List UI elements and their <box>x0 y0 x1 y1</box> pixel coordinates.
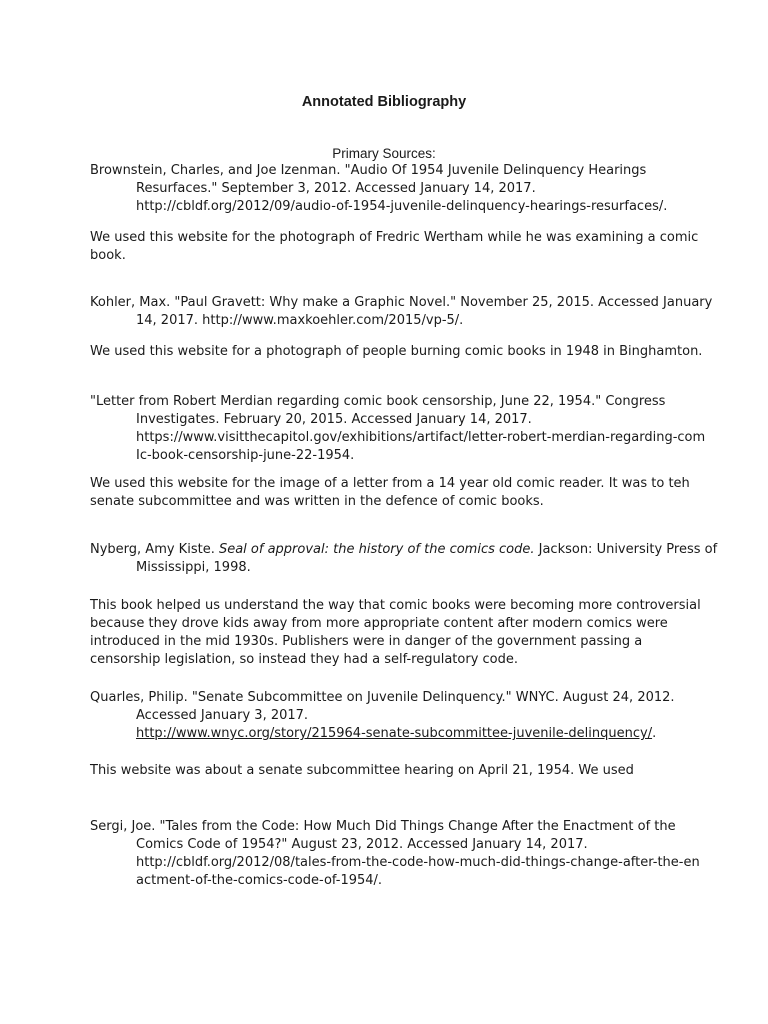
annotation-merdian-letter <box>90 475 690 511</box>
citation-book-title: Seal of approval: the history of the comics code. <box>218 542 535 557</box>
citation-url: https://www.visitthecapitol.gov/exhibitions/artifact/letter-robert-merdian-regarding-com <box>136 430 706 445</box>
annotation-line: introduced in the mid 1930s. Publishers were in danger of the government passing a <box>90 634 643 649</box>
annotation-line: We used this website for a photograph of people burning comic books in 1948 in Binghamton. <box>90 344 703 359</box>
annotation-line: senate subcommittee and was written in the defence of comic books. <box>90 494 544 509</box>
annotation-brownstein <box>90 229 699 265</box>
citation-sergi <box>90 818 700 890</box>
citation-line: Comics Code of 1954?" August 23, 2012. Accessed January 14, 2017. <box>136 837 588 852</box>
citation-line: Kohler, Max. "Paul Gravett: Why make a Graphic Novel." November 25, 2015. Accessed January <box>90 295 713 310</box>
annotation-line: This website was about a senate subcommittee hearing on April 21, 1954. We used <box>90 763 634 778</box>
page-title: Annotated Bibliography <box>301 94 467 110</box>
citation-url: Ic-book-censorship-june-22-1954. <box>136 448 355 463</box>
citation-nyberg <box>90 541 718 577</box>
annotation-line: This book helped us understand the way that comic books were becoming more controversial <box>90 598 701 613</box>
citation-quarles <box>90 689 690 743</box>
citation-line: 14, 2017. http://www.maxkoehler.com/2015/vp-5/. <box>136 313 464 328</box>
citation-line: Quarles, Philip. "Senate Subcommittee on Juvenile Delinquency." WNYC. August 24, 2012. <box>90 690 675 705</box>
annotation-line: book. <box>90 248 126 263</box>
citation-line: Mississippi, 1998. <box>136 560 251 575</box>
annotation-quarles <box>90 762 690 780</box>
citation-url: http://cbldf.org/2012/08/tales-from-the-code-how-much-did-things-change-after-the-en <box>136 855 700 870</box>
citation-line: Brownstein, Charles, and Joe Izenman. "Audio Of 1954 Juvenile Delinquency Hearings <box>90 163 647 178</box>
citation-line: Accessed January 3, 2017. <box>136 708 309 723</box>
annotation-line: censorship legislation, so instead they had a self-regulatory code. <box>90 652 519 667</box>
citation-line <box>90 541 718 559</box>
citation-publisher: Jackson: University Press of <box>534 542 718 557</box>
citation-author: Nyberg, Amy Kiste. <box>90 542 219 557</box>
citation-line: Investigates. February 20, 2015. Accessed January 14, 2017. <box>136 412 532 427</box>
citation-brownstein <box>90 162 690 216</box>
annotation-line: because they drove kids away from more appropriate content after modern comics were <box>90 616 668 631</box>
section-heading: Primary Sources: <box>332 146 436 161</box>
annotation-nyberg <box>90 597 701 669</box>
citation-line: "Letter from Robert Merdian regarding comic book censorship, June 22, 1954." Congress <box>90 394 666 409</box>
annotation-line: We used this website for the photograph of Fredric Wertham while he was examining a comic <box>90 230 699 245</box>
citation-link-suffix: . <box>652 726 657 741</box>
annotation-kohler <box>90 343 703 361</box>
citation-url: http://cbldf.org/2012/09/audio-of-1954-juvenile-delinquency-hearings-resurfaces/. <box>136 199 668 214</box>
citation-line: Sergi, Joe. "Tales from the Code: How Much Did Things Change After the Enactment of the <box>90 819 676 834</box>
annotation-line: We used this website for the image of a letter from a 14 year old comic reader. It was to teh <box>90 476 690 491</box>
citation-kohler <box>90 294 713 330</box>
citation-link[interactable]: http://www.wnyc.org/story/215964-senate-subcommittee-juvenile-delinquency/ <box>136 726 653 741</box>
citation-url-line <box>90 725 690 743</box>
citation-merdian-letter <box>90 393 706 465</box>
citation-url: actment-of-the-comics-code-of-1954/. <box>136 873 383 888</box>
citation-line: Resurfaces." September 3, 2012. Accessed January 14, 2017. <box>136 181 536 196</box>
